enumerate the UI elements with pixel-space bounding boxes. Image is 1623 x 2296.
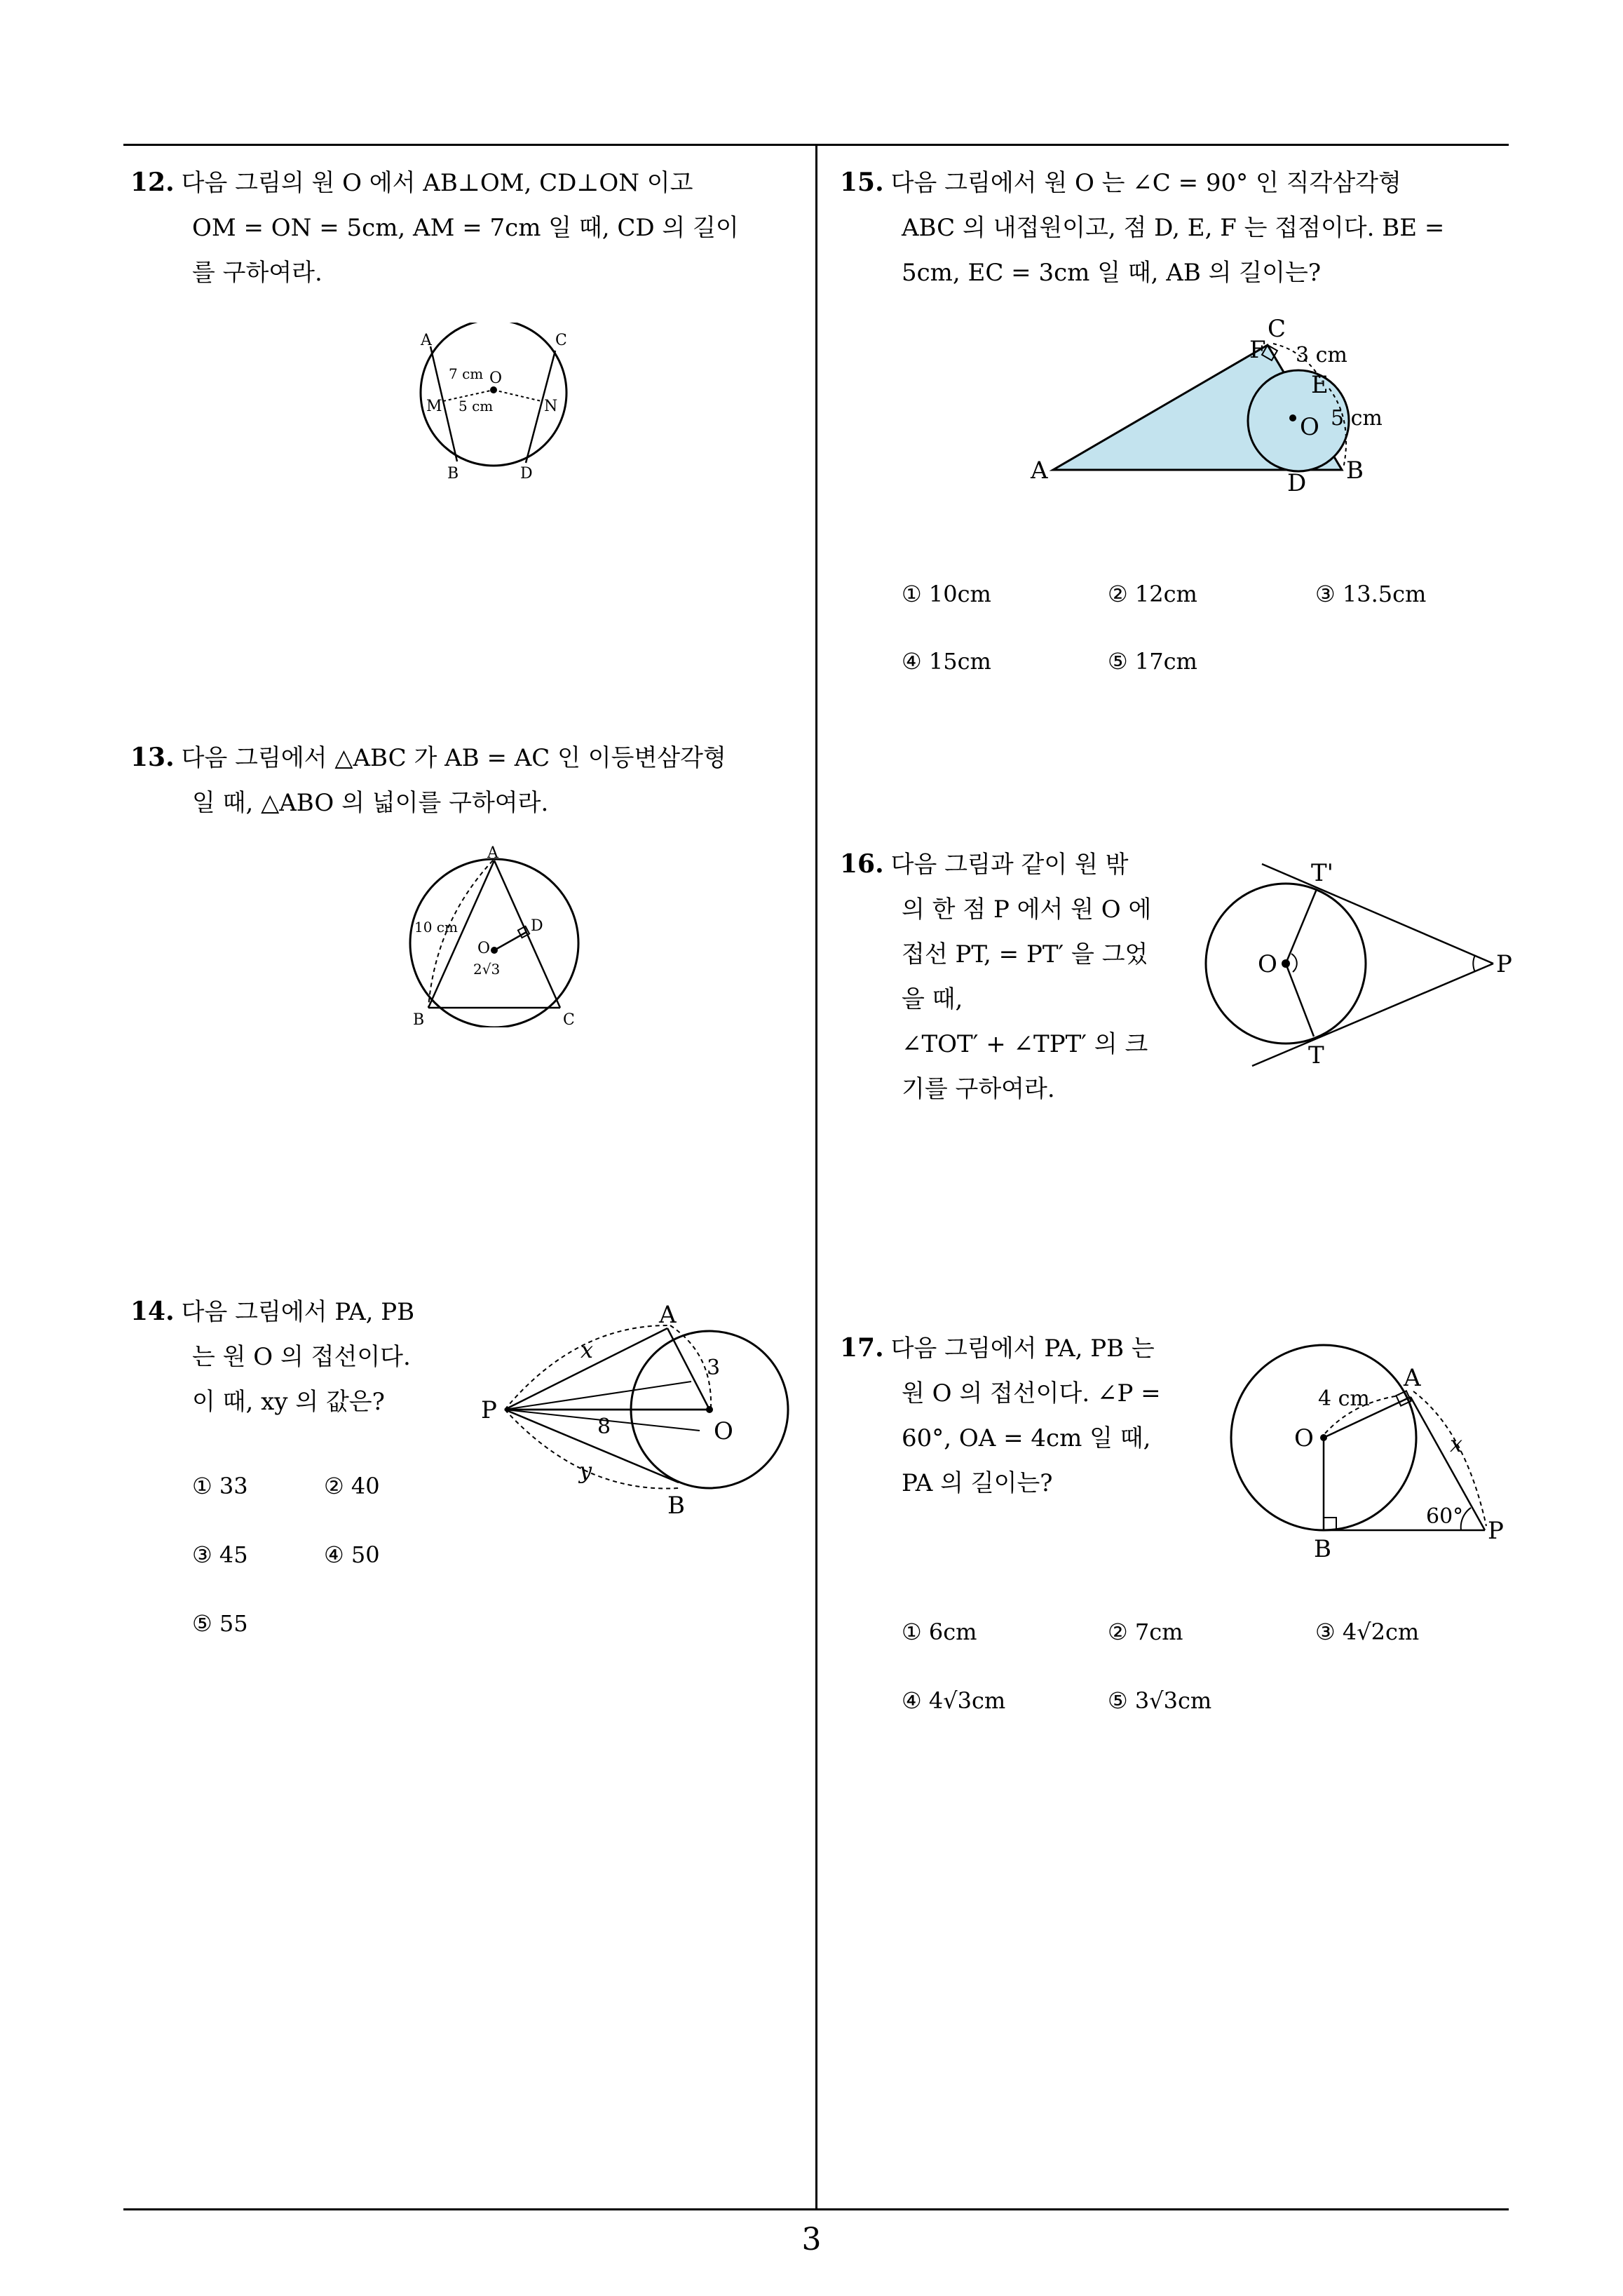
label-p: P xyxy=(1496,950,1512,978)
problem-16 xyxy=(840,842,1151,1112)
label-b: B xyxy=(1346,457,1364,485)
label-c: C xyxy=(555,332,567,349)
label-a: A xyxy=(1031,457,1048,485)
choice-4[interactable]: ④ 15cm xyxy=(902,648,991,675)
choice-3[interactable]: ③ 13.5cm xyxy=(1315,581,1427,607)
problem-number: 13. xyxy=(130,743,175,772)
choice-1[interactable]: ① 10cm xyxy=(902,581,991,607)
problem-text-line: PA 의 길이는? xyxy=(902,1469,1053,1497)
problem-text-line: 이 때, xy 의 값은? xyxy=(192,1388,385,1416)
footer-rule xyxy=(123,2208,1509,2210)
label-x: x xyxy=(580,1337,594,1363)
label-d: D xyxy=(531,917,543,935)
problem-text-line: 다음 그림에서 원 O 는 ∠C = 90° 인 직각삼각형 xyxy=(890,169,1401,197)
label-o: O xyxy=(1294,1424,1314,1452)
label-angle-p: 60° xyxy=(1426,1504,1464,1529)
label-a: A xyxy=(487,845,498,862)
problem-15 xyxy=(840,160,1444,295)
label-be-length: 5 cm xyxy=(1331,406,1383,431)
label-p: P xyxy=(1488,1517,1504,1545)
label-m: M xyxy=(426,398,442,415)
label-o: O xyxy=(1300,413,1319,441)
problem-text-line: 다음 그림과 같이 원 밖 xyxy=(890,851,1129,879)
problem-text-line: 60°, OA = 4cm 일 때, xyxy=(902,1424,1151,1452)
choice-2[interactable]: ② 7cm xyxy=(1108,1619,1183,1645)
choice-4[interactable]: ④ 4√3cm xyxy=(902,1687,1006,1714)
choice-1[interactable]: ① 6cm xyxy=(902,1619,977,1645)
label-d: D xyxy=(1287,469,1307,497)
choice-5[interactable]: ⑤ 17cm xyxy=(1108,648,1197,675)
figure-16-external-tangents xyxy=(1199,849,1521,1080)
label-oa-length: 4 cm xyxy=(1318,1386,1370,1411)
figure-14-tangent-lines xyxy=(477,1304,799,1529)
choice-2[interactable]: ② 12cm xyxy=(1108,581,1197,607)
choice-4[interactable]: ④ 50 xyxy=(324,1541,380,1568)
label-b: B xyxy=(667,1492,685,1520)
label-o: O xyxy=(477,940,491,957)
figure-13-isosceles-in-circle xyxy=(403,845,592,1027)
choice-5[interactable]: ⑤ 3√3cm xyxy=(1108,1687,1212,1714)
column-divider xyxy=(815,144,817,2210)
label-a: A xyxy=(421,332,432,349)
label-b: B xyxy=(1314,1535,1331,1563)
figure-15-incircle-triangle xyxy=(1024,316,1402,505)
problem-14 xyxy=(130,1289,414,1424)
label-am-length: 7 cm xyxy=(449,365,484,382)
label-od-length: 2√3 xyxy=(473,961,501,978)
label-d: D xyxy=(520,465,533,482)
choice-2[interactable]: ② 40 xyxy=(324,1473,380,1499)
label-n: N xyxy=(544,398,558,415)
problem-number: 14. xyxy=(130,1297,175,1326)
problem-text-line: OM = ON = 5cm, AM = 7cm 일 때, CD 의 길이 xyxy=(192,214,739,242)
choice-3[interactable]: ③ 45 xyxy=(192,1541,248,1568)
choice-1[interactable]: ① 33 xyxy=(192,1473,248,1499)
label-om-length: 5 cm xyxy=(459,398,494,414)
problem-text-line: 을 때, xyxy=(902,985,963,1013)
label-c: C xyxy=(563,1011,575,1027)
label-y: y xyxy=(579,1457,592,1484)
problem-text-line: 의 한 점 P 에서 원 O 에 xyxy=(902,896,1152,924)
problem-13 xyxy=(130,735,726,825)
problem-12 xyxy=(130,160,739,295)
label-o: O xyxy=(489,370,503,387)
label-b: B xyxy=(447,465,459,482)
label-e: E xyxy=(1311,371,1329,399)
choice-5[interactable]: ⑤ 55 xyxy=(192,1610,248,1637)
problem-text-line: ABC 의 내접원이고, 점 D, E, F 는 접점이다. BE = xyxy=(902,214,1445,242)
label-a: A xyxy=(1404,1364,1421,1392)
label-o: O xyxy=(1258,950,1277,978)
label-x: x xyxy=(1450,1431,1463,1457)
problem-text-line: 원 O 의 접선이다. ∠P = xyxy=(902,1379,1161,1407)
problem-text-line: 다음 그림의 원 O 에서 AB⊥OM, CD⊥ON 이고 xyxy=(181,169,693,197)
problem-text-line: 다음 그림에서 △ABC 가 AB = AC 인 이등변삼각형 xyxy=(181,744,726,772)
label-o: O xyxy=(714,1417,733,1445)
label-c: C xyxy=(1268,316,1286,343)
figure-12-circle-chords xyxy=(407,323,589,484)
problem-number: 16. xyxy=(840,849,884,879)
problem-text-line: 5cm, EC = 3cm 일 때, AB 의 길이는? xyxy=(902,259,1322,287)
problem-text-line: 일 때, △ABO 의 넓이를 구하여라. xyxy=(192,789,549,817)
label-t-prime: T' xyxy=(1311,859,1334,887)
label-ec-length: 3 cm xyxy=(1296,343,1347,367)
label-a: A xyxy=(659,1304,677,1329)
label-ab-length: 10 cm xyxy=(414,919,458,936)
label-p: P xyxy=(481,1396,497,1424)
label-f: F xyxy=(1249,336,1266,364)
problem-text-line: 접선 PT, = PT′ 을 그었 xyxy=(902,940,1148,968)
label-oa-length: 3 xyxy=(707,1356,721,1380)
problem-text-line: 는 원 O 의 접선이다. xyxy=(192,1343,411,1371)
label-po-length: 8 xyxy=(597,1414,611,1439)
problem-number: 17. xyxy=(840,1333,884,1363)
problem-text-line: 다음 그림에서 PA, PB 는 xyxy=(890,1335,1155,1363)
problem-number: 12. xyxy=(130,168,175,197)
problem-number: 15. xyxy=(840,168,884,197)
problem-text-line: 를 구하여라. xyxy=(192,259,322,287)
choice-3[interactable]: ③ 4√2cm xyxy=(1315,1619,1420,1645)
label-t: T xyxy=(1308,1041,1324,1069)
label-b: B xyxy=(413,1011,425,1027)
page-number: 3 xyxy=(801,2222,822,2257)
figure-17-tangent-quadrilateral xyxy=(1220,1332,1514,1564)
problem-text-line: 다음 그림에서 PA, PB xyxy=(181,1298,415,1326)
problem-17 xyxy=(840,1325,1161,1506)
problem-text-line: 기를 구하여라. xyxy=(902,1075,1055,1103)
problem-text-line: ∠TOT′ + ∠TPT′ 의 크 xyxy=(902,1030,1148,1058)
